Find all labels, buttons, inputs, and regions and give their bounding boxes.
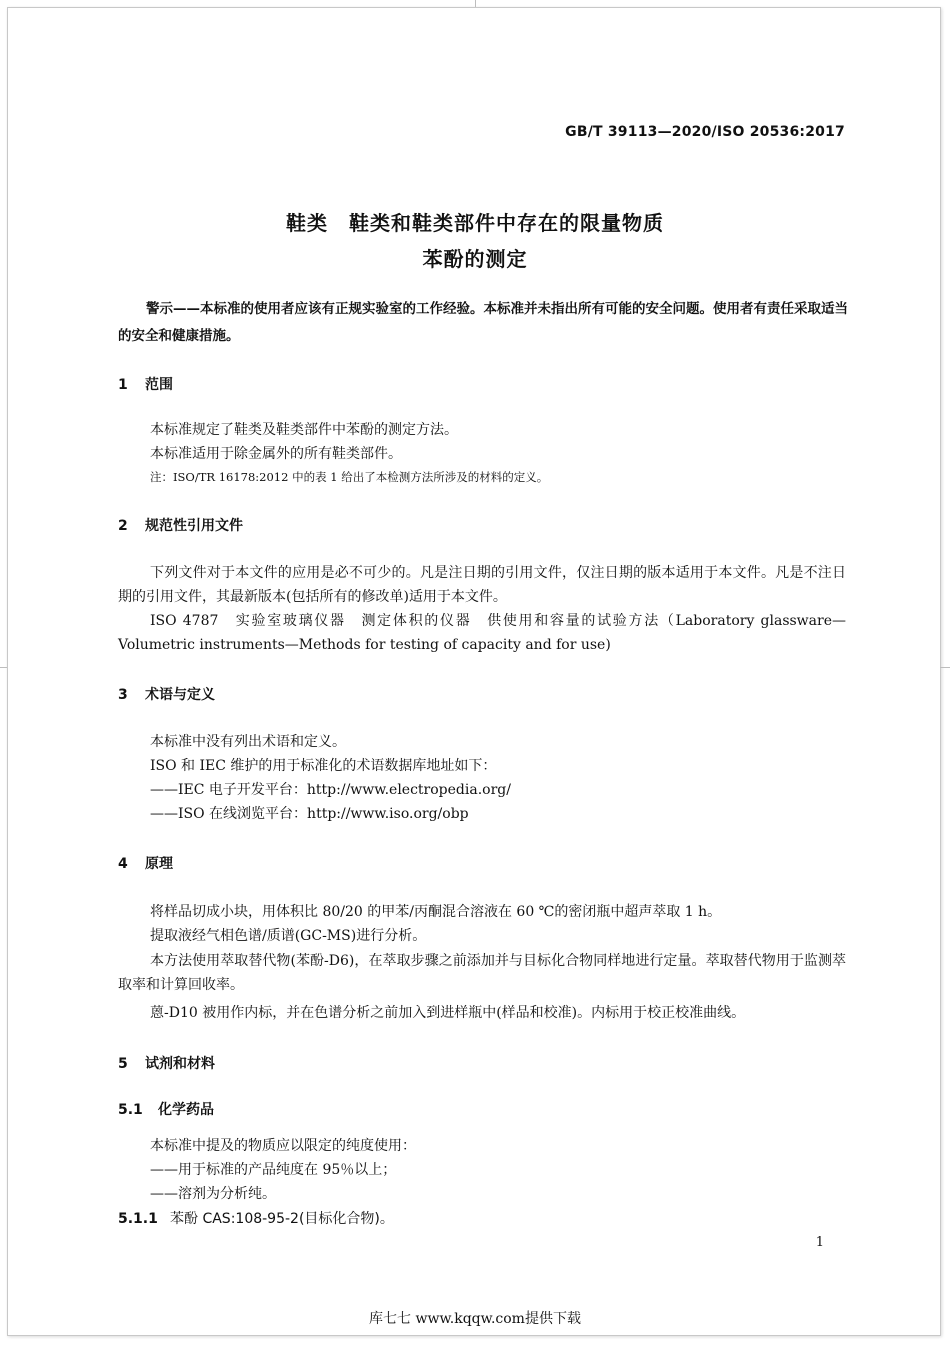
principle-paragraph-3: 本方法使用萃取替代物(苯酚-D6)，在萃取步骤之前添加并与目标化合物同样地进行定量。萃取替代物用于监测萃取率和计算回收率。 [118, 953, 846, 993]
crop-mark-top [475, 0, 476, 7]
section-heading-reagents [118, 1053, 215, 1073]
principle-paragraph-2: 提取液经气相色谱/质谱(GC-MS)进行分析。 [150, 928, 427, 944]
subsection-number: 5.1.1 [118, 1211, 158, 1227]
chemicals-paragraph-2: ——用于标准的产品纯度在 95％以上； [150, 1162, 397, 1178]
scope-paragraph-1: 本标准规定了鞋类及鞋类部件中苯酚的测定方法。 [150, 422, 458, 438]
terms-paragraph-1: 本标准中没有列出术语和定义。 [150, 734, 346, 750]
chemicals-paragraph-1: 本标准中提及的物质应以限定的纯度使用： [150, 1138, 416, 1154]
standard-number: GB/T 39113—2020/ISO 20536:2017 [565, 124, 845, 140]
footer-download-note: 库七七 www.kqqw.com提供下载 [369, 1311, 581, 1327]
terms-iso-link: ——ISO 在线浏览平台：http://www.iso.org/obp [150, 806, 469, 822]
section-number: 1 [118, 377, 128, 393]
document-title-line1: 鞋类 鞋类和鞋类部件中存在的限量物质 [286, 211, 664, 235]
page-number: 1 [815, 1235, 824, 1250]
document-title-line2: 苯酚的测定 [422, 247, 528, 271]
section-number: 4 [118, 856, 128, 872]
scope-note: 注：ISO/TR 16178:2012 中的表 1 给出了本检测方法所涉及的材料的定义。 [150, 470, 549, 484]
normative-references-paragraph-1: 下列文件对于本文件的应用是必不可少的。凡是注日期的引用文件，仅注日期的版本适用于本文件。凡是不注日期的引用文件，其最新版本(包括所有的修改单)适用于本文件。 [118, 565, 846, 605]
section-heading-scope [118, 374, 173, 394]
crop-mark-right [940, 667, 950, 668]
section-number: 2 [118, 518, 128, 534]
subsection-phenol [118, 1208, 394, 1228]
normative-references-iso4787: ISO 4787 实验室玻璃仪器 测定体积的仪器 供使用和容量的试验方法（Laboratory glassware—Volumetric instruments—Methods for testing of capacity and for use) [118, 613, 846, 653]
section-title: 术语与定义 [145, 687, 215, 703]
subsection-title: 化学药品 [158, 1102, 214, 1118]
terms-paragraph-2: ISO 和 IEC 维护的用于标准化的术语数据库地址如下： [150, 758, 497, 774]
subsection-heading-chemicals [118, 1099, 214, 1119]
principle-paragraph-4: 蒽-D10 被用作内标，并在色谱分析之前加入到进样瓶中(样品和校准)。内标用于校正校准曲线。 [150, 1005, 746, 1021]
scope-paragraph-2: 本标准适用于除金属外的所有鞋类部件。 [150, 446, 402, 462]
subsection-number: 5.1 [118, 1102, 143, 1118]
crop-mark-left [0, 667, 7, 668]
terms-iec-link: ——IEC 电子开发平台：http://www.electropedia.org/ [150, 782, 511, 798]
section-title: 试剂和材料 [145, 1056, 215, 1072]
subsection-text: 苯酚 CAS:108-95-2(目标化合物)。 [170, 1211, 394, 1227]
section-number: 3 [118, 687, 128, 703]
chemicals-paragraph-3: ——溶剂为分析纯。 [150, 1186, 276, 1202]
warning-paragraph: 警示——本标准的使用者应该有正规实验室的工作经验。本标准并未指出所有可能的安全问题。使用者有责任采取适当的安全和健康措施。 [118, 301, 848, 344]
section-number: 5 [118, 1056, 128, 1072]
section-title: 范围 [145, 377, 173, 393]
section-heading-terms [118, 684, 215, 704]
section-title: 规范性引用文件 [145, 518, 243, 534]
section-heading-principle [118, 853, 173, 873]
section-heading-normative-references [118, 515, 243, 535]
section-title: 原理 [145, 856, 173, 872]
principle-paragraph-1: 将样品切成小块，用体积比 80/20 的甲苯/丙酮混合溶液在 60 ℃的密闭瓶中超声萃取 1 h。 [150, 904, 722, 920]
